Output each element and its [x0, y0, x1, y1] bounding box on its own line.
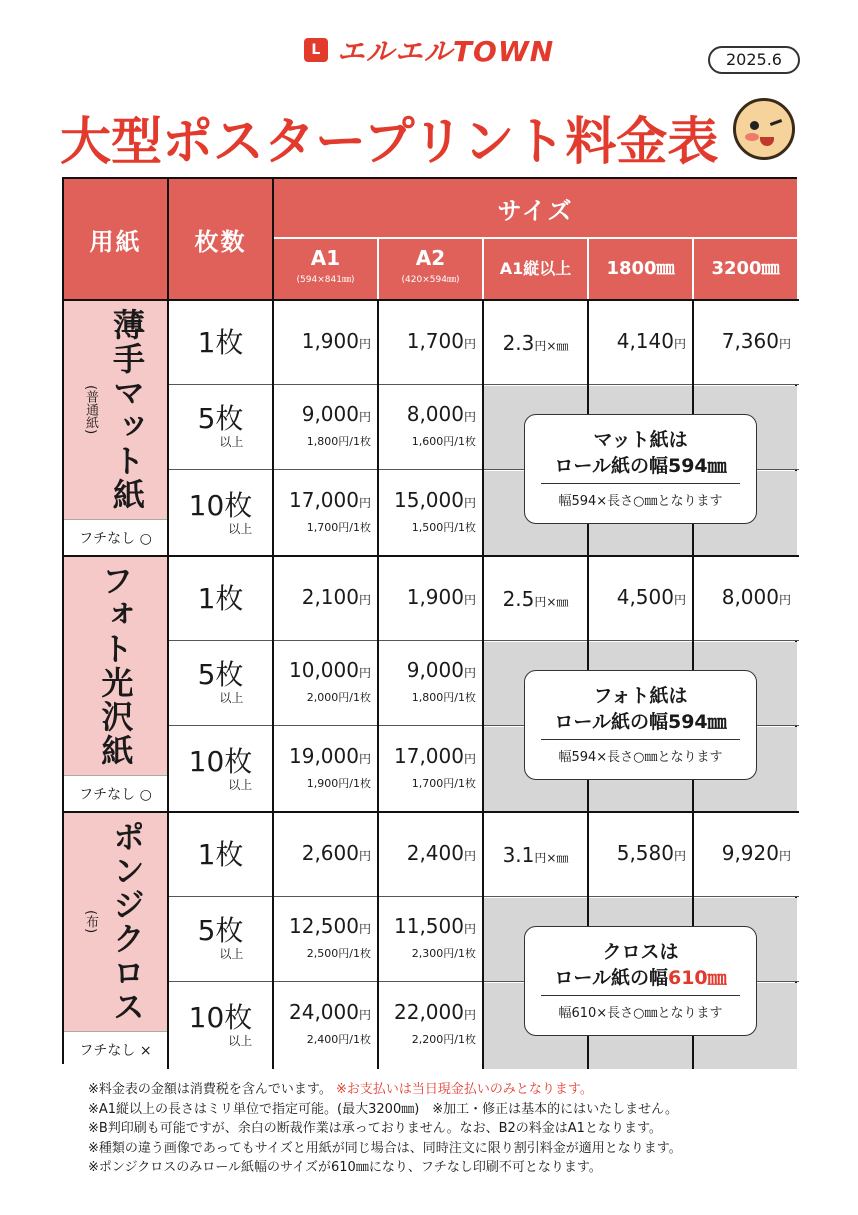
qty-cell [169, 983, 272, 1069]
paper-name-cell [64, 301, 167, 519]
col-qty-header: 枚数 [169, 179, 272, 299]
size-3200-label: 3200㎜ [711, 258, 780, 279]
mascot-icon [733, 98, 795, 160]
qty-label: 1枚 [197, 837, 244, 871]
price-value: 9,000 [301, 401, 359, 426]
price-cell-a1 [274, 983, 377, 1069]
yen-unit: 円 [778, 593, 791, 607]
roll-width-note [524, 926, 757, 1036]
per-mm-unit: 円×㎜ [534, 850, 569, 865]
qty-cell [169, 727, 272, 813]
price-per-mm: 3.1 [502, 842, 535, 867]
size-a1-sub: (594×841㎜) [296, 275, 355, 285]
footnote-2: ※A1縦以上の長さはミリ単位で指定可能。(最大3200㎜) ※加工・修正は基本的にはいたしません。 [88, 1101, 678, 1117]
price-per-sheet: 1,600円/1枚 [411, 434, 476, 448]
price-value: 11,500 [394, 913, 464, 938]
price-cell-a2 [379, 301, 482, 384]
note-detail: 幅610×長さ○㎜となります [558, 1006, 723, 1021]
price-per-sheet: 2,500円/1枚 [306, 946, 371, 960]
price-cell-a1 [274, 898, 377, 981]
note-width-value: 594㎜ [667, 711, 727, 733]
note-width-value: 594㎜ [667, 455, 727, 477]
note-width-label: ロール紙の幅 [554, 711, 668, 733]
price-value: 8,000 [406, 401, 464, 426]
yen-unit: 円 [463, 665, 476, 680]
roll-width-note [524, 670, 757, 780]
note-width [525, 709, 756, 735]
price-value: 17,000 [289, 488, 359, 512]
price-cell-a2 [379, 386, 482, 469]
page-title: 大型ポスタープリント料金表 [60, 113, 719, 172]
qty-label: 10枚 [188, 488, 253, 522]
price-value: 8,000 [721, 585, 779, 609]
price-cell-a1 [274, 471, 377, 557]
price-per-sheet: 1,700円/1枚 [306, 521, 371, 534]
price-per-mm: 2.3 [502, 330, 535, 355]
yen-unit: 円 [463, 921, 476, 936]
paper-sub: (普通紙) [83, 385, 98, 435]
borderless-note: フチなし × [64, 1031, 167, 1067]
price-cell-a1 [274, 557, 377, 640]
size-1800-label: 1800㎜ [606, 258, 675, 279]
note-width-label: ロール紙の幅 [554, 455, 668, 477]
yen-unit: 円 [463, 593, 476, 607]
paper-name: 薄手マット紙 [108, 308, 146, 512]
paper-name: フォト光沢紙 [96, 564, 135, 768]
per-mm-unit: 円×㎜ [534, 594, 569, 609]
price-cell-a2 [379, 727, 482, 813]
price-cell-a1 [274, 386, 377, 469]
paper-name: ポンジクロス [108, 820, 146, 1024]
qty-cell [169, 813, 272, 896]
yen-unit: 円 [463, 409, 476, 424]
yen-unit: 円 [673, 337, 686, 351]
price-value: 4,500 [616, 585, 674, 609]
price-cell-p3200 [694, 813, 797, 896]
col-size-header: サイズ [274, 179, 797, 237]
size-a2-label: A2 [415, 246, 446, 270]
price-value: 4,140 [616, 329, 674, 353]
note-title: フォト紙は [593, 685, 688, 707]
note-width-value: 610㎜ [667, 967, 727, 989]
qty-sub: 以上 [228, 521, 253, 536]
paper-name-cell [64, 557, 167, 775]
price-value: 2,100 [301, 585, 359, 609]
yen-unit: 円 [463, 1008, 476, 1022]
yen-unit: 円 [463, 849, 476, 863]
price-cell-a2 [379, 642, 482, 725]
footnote-5: ※ポンジクロスのみロール紙幅のサイズが610㎜になり、フチなし印刷不可となります。 [88, 1160, 602, 1175]
price-value: 9,000 [406, 657, 464, 682]
per-mm-unit: 円×㎜ [534, 338, 569, 353]
price-per-mm: 2.5 [502, 586, 535, 611]
price-per-sheet: 1,500円/1枚 [411, 521, 476, 534]
size-a1tate-label: A1縦以上 [499, 259, 572, 278]
price-per-sheet: 1,900円/1枚 [306, 777, 371, 790]
price-cell-p1800 [589, 557, 692, 640]
price-value: 2,400 [406, 841, 464, 865]
qty-sub: 以上 [219, 435, 244, 449]
price-per-sheet: 2,200円/1枚 [411, 1033, 476, 1046]
date-badge: 2025.6 [708, 46, 800, 74]
note-width [525, 453, 756, 479]
yen-unit: 円 [463, 337, 476, 351]
price-value: 7,360 [721, 329, 779, 353]
roll-width-note [524, 414, 757, 524]
price-value: 17,000 [394, 744, 464, 768]
footnotes [88, 1080, 808, 1178]
size-a2-header [379, 239, 482, 299]
price-cell-a1 [274, 813, 377, 896]
qty-cell [169, 386, 272, 469]
qty-label: 1枚 [197, 325, 244, 359]
size-3200-header [694, 239, 797, 299]
price-per-sheet: 1,800円/1枚 [306, 434, 371, 448]
price-cell-a1 [274, 301, 377, 384]
price-value: 12,500 [289, 913, 359, 938]
price-value: 1,900 [301, 329, 359, 353]
qty-label: 10枚 [188, 1000, 253, 1034]
footnote-3: ※B判印刷も可能ですが、余白の断裁作業は承っておりません。なお、B2の料金はA1となります。 [88, 1121, 662, 1136]
qty-sub: 以上 [219, 691, 244, 705]
qty-label: 5枚 [197, 402, 244, 435]
note-title: クロスは [602, 941, 679, 963]
price-value: 24,000 [289, 1000, 359, 1024]
price-per-sheet: 2,000円/1枚 [306, 690, 371, 704]
qty-sub: 以上 [228, 1033, 253, 1048]
price-value: 19,000 [289, 744, 359, 768]
price-cell-a2 [379, 898, 482, 981]
price-cell-a2 [379, 813, 482, 896]
footnote-4: ※種類の違う画像であってもサイズと用紙が同じ場合は、同時注文に限り割引料金が適用となります。 [88, 1140, 682, 1156]
price-per-sheet: 1,700円/1枚 [411, 777, 476, 790]
footnote-1a: ※料金表の金額は消費税を含んでいます。 [88, 1082, 332, 1097]
price-value: 9,920 [721, 841, 779, 865]
qty-cell [169, 301, 272, 384]
yen-unit: 円 [463, 752, 476, 766]
size-a1tate-header [484, 239, 587, 299]
yen-unit: 円 [463, 496, 476, 510]
price-cell-a1 [274, 642, 377, 725]
paper-sub: (布) [83, 910, 98, 934]
note-title: マット紙は [593, 429, 688, 451]
price-cell-a1tate [484, 301, 587, 384]
yen-unit: 円 [358, 752, 371, 766]
col-paper-header: 用紙 [64, 179, 167, 299]
yen-unit: 円 [778, 337, 791, 351]
price-per-sheet: 2,300円/1枚 [411, 946, 476, 960]
yen-unit: 円 [673, 849, 686, 863]
size-a2-sub: (420×594㎜) [401, 275, 460, 285]
price-cell-a2 [379, 983, 482, 1069]
price-value: 1,900 [406, 585, 464, 609]
price-cell-a1 [274, 727, 377, 813]
size-1800-header [589, 239, 692, 299]
price-cell-p1800 [589, 301, 692, 384]
qty-cell [169, 471, 272, 557]
qty-cell [169, 642, 272, 725]
price-cell-p1800 [589, 813, 692, 896]
yen-unit: 円 [673, 593, 686, 607]
paper-name-cell [64, 813, 167, 1031]
note-detail: 幅594×長さ○㎜となります [558, 494, 723, 509]
note-width-label: ロール紙の幅 [554, 967, 668, 989]
logo-icon: L [304, 38, 328, 62]
yen-unit: 円 [358, 849, 371, 863]
price-value: 22,000 [394, 1000, 464, 1024]
footnote-1 [88, 1080, 808, 1100]
qty-cell [169, 898, 272, 981]
yen-unit: 円 [358, 409, 371, 424]
price-per-sheet: 1,800円/1枚 [411, 690, 476, 704]
qty-sub: 以上 [219, 947, 244, 961]
size-a1-header [274, 239, 377, 299]
price-cell-a2 [379, 557, 482, 640]
price-value: 15,000 [394, 488, 464, 512]
size-a1-label: A1 [310, 246, 341, 270]
yen-unit: 円 [358, 593, 371, 607]
qty-label: 10枚 [188, 744, 253, 778]
yen-unit: 円 [358, 921, 371, 936]
price-cell-a2 [379, 471, 482, 557]
note-detail: 幅594×長さ○㎜となります [558, 750, 723, 765]
qty-label: 5枚 [197, 914, 244, 947]
price-cell-p3200 [694, 557, 797, 640]
borderless-note: フチなし ○ [64, 775, 167, 811]
price-per-sheet: 2,400円/1枚 [306, 1033, 371, 1046]
borderless-note: フチなし ○ [64, 519, 167, 555]
qty-label: 1枚 [197, 581, 244, 615]
qty-cell [169, 557, 272, 640]
yen-unit: 円 [778, 849, 791, 863]
price-table [62, 177, 797, 1064]
qty-label: 5枚 [197, 658, 244, 691]
footnote-1b: ※お支払いは当日現金払いのみとなります。 [336, 1082, 593, 1097]
price-value: 2,600 [301, 841, 359, 865]
yen-unit: 円 [358, 337, 371, 351]
price-cell-a1tate [484, 813, 587, 896]
yen-unit: 円 [358, 496, 371, 510]
qty-sub: 以上 [228, 777, 253, 792]
price-value: 10,000 [289, 657, 359, 682]
price-cell-p3200 [694, 301, 797, 384]
note-width [525, 965, 756, 991]
yen-unit: 円 [358, 1008, 371, 1022]
brand-name: エルエルTOWN [336, 35, 555, 68]
price-value: 1,700 [406, 329, 464, 353]
price-cell-a1tate [484, 557, 587, 640]
yen-unit: 円 [358, 665, 371, 680]
price-value: 5,580 [616, 841, 674, 865]
